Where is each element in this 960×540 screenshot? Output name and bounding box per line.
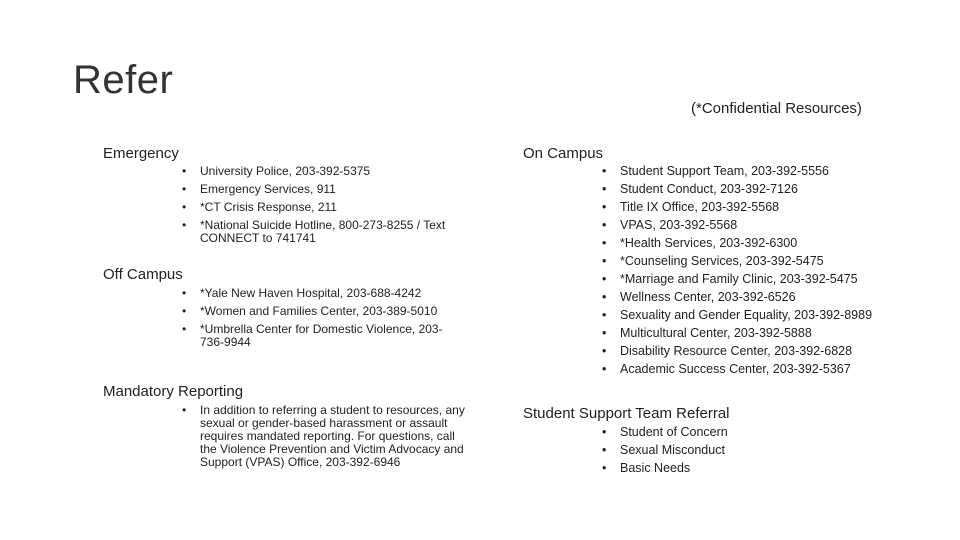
list-item: • Sexual Misconduct <box>602 443 725 457</box>
list-item: • Student Support Team, 203-392-5556 <box>602 164 829 178</box>
list-item: • Sexuality and Gender Equality, 203-392-8989 <box>602 308 873 322</box>
page-title: Refer <box>73 58 174 102</box>
bullet-icon: • <box>182 322 187 336</box>
bullet-icon: • <box>602 200 607 214</box>
bullet-icon: • <box>182 286 187 300</box>
bullet-icon: • <box>182 182 187 196</box>
bullet-icon: • <box>602 236 607 250</box>
bullet-icon: • <box>602 461 607 475</box>
bullet-icon: • <box>602 326 607 340</box>
list-item: • Student Conduct, 203-392-7126 <box>602 182 798 196</box>
bullet-icon: • <box>182 218 187 232</box>
bullet-icon: • <box>602 272 607 286</box>
bullet-icon: • <box>182 403 187 417</box>
bullet-icon: • <box>602 308 607 322</box>
list-item: • *CT Crisis Response, 211 <box>182 200 337 214</box>
bullet-icon: • <box>602 425 607 439</box>
list-item: • In addition to referring a student to resources, any sexual or gender-based harassment or assault requires mandated reporting. For questions, call the Violence Prevention and Victim Advocacy and Support (VPAS) Office, 203-392-6946 <box>182 403 465 469</box>
emergency-heading: Emergency <box>103 145 179 162</box>
bullet-icon: • <box>602 290 607 304</box>
sst-referral-list <box>600 426 875 475</box>
list-item: • Wellness Center, 203-392-6526 <box>602 290 796 304</box>
bullet-icon: • <box>602 344 607 358</box>
sst-referral-heading: Student Support Team Referral <box>523 405 730 422</box>
bullet-icon: • <box>602 218 607 232</box>
list-item: • University Police, 203-392-5375 <box>182 164 371 178</box>
bullet-icon: • <box>182 200 187 214</box>
list-item: • Student of Concern <box>602 425 728 439</box>
bullet-icon: • <box>602 254 607 268</box>
mandatory-reporting-heading: Mandatory Reporting <box>103 383 244 400</box>
bullet-icon: • <box>182 304 187 318</box>
list-item: • Emergency Services, 911 <box>182 182 336 196</box>
bullet-icon: • <box>602 362 607 376</box>
list-item: • *National Suicide Hotline, 800-273-8255 / Text CONNECT to 741741 <box>182 218 446 245</box>
off-campus-list <box>180 287 460 349</box>
on-campus-list <box>600 165 875 376</box>
bullet-icon: • <box>602 164 607 178</box>
list-item: • VPAS, 203-392-5568 <box>602 218 738 232</box>
off-campus-heading: Off Campus <box>103 266 183 283</box>
bullet-icon: • <box>602 443 607 457</box>
list-item: • Title IX Office, 203-392-5568 <box>602 200 780 214</box>
list-item: • Multicultural Center, 203-392-5888 <box>602 326 812 340</box>
list-item: • *Health Services, 203-392-6300 <box>602 236 798 250</box>
list-item: • *Women and Families Center, 203-389-5010 <box>182 304 438 318</box>
bullet-icon: • <box>602 182 607 196</box>
emergency-list <box>180 165 460 245</box>
bullet-icon: • <box>182 164 187 178</box>
list-item: • *Umbrella Center for Domestic Violence, 203-736-9944 <box>182 322 443 349</box>
list-item: • *Yale New Haven Hospital, 203-688-4242 <box>182 286 422 300</box>
list-item: • Disability Resource Center, 203-392-6828 <box>602 344 853 358</box>
confidential-note: (*Confidential Resources) <box>691 100 862 117</box>
list-item: • Academic Success Center, 203-392-5367 <box>602 362 851 376</box>
list-item: • *Marriage and Family Clinic, 203-392-5475 <box>602 272 858 286</box>
list-item: • *Counseling Services, 203-392-5475 <box>602 254 824 268</box>
mandatory-reporting-list <box>180 404 465 469</box>
on-campus-heading: On Campus <box>523 145 604 162</box>
list-item: • Basic Needs <box>602 461 691 475</box>
